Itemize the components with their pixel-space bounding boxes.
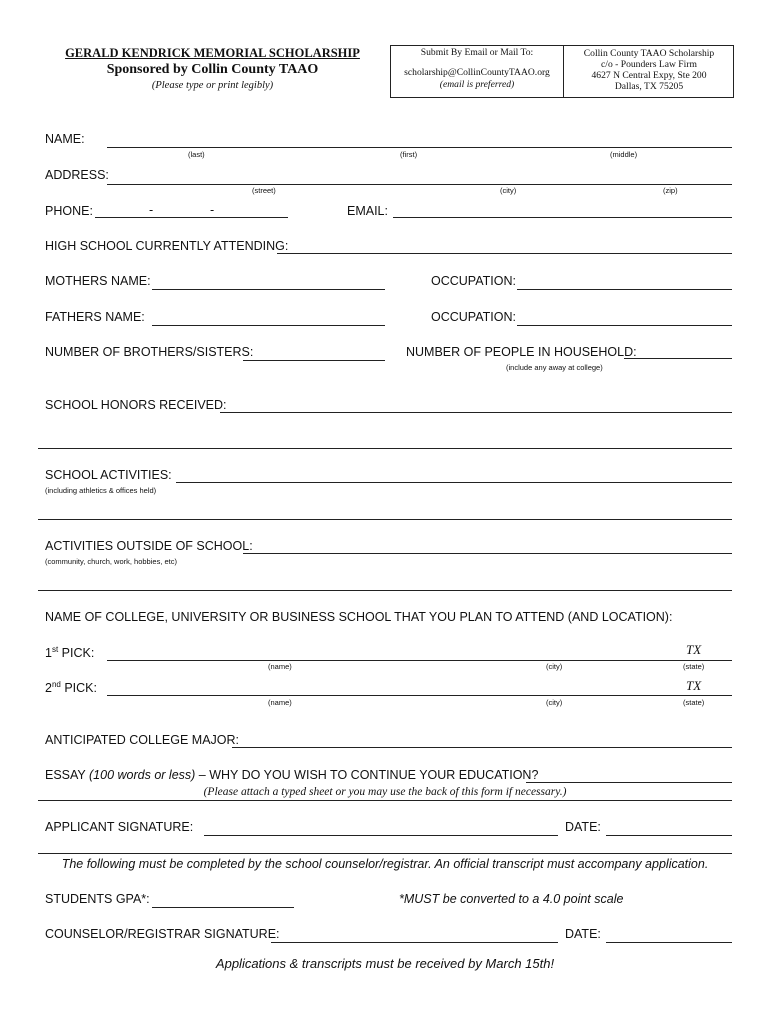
fathers-occupation-label: OCCUPATION: <box>431 310 516 324</box>
mail-line: c/o - Pounders Law Firm <box>601 59 697 70</box>
name-sub-first: (first) <box>400 150 418 159</box>
pick1-sub-name: (name) <box>268 662 292 671</box>
mothers-occupation-field[interactable] <box>517 289 732 290</box>
form-sponsor: Sponsored by Collin County TAAO <box>106 62 319 77</box>
fathers-name-label: FATHERS NAME: <box>45 310 145 324</box>
major-field[interactable] <box>232 747 732 748</box>
major-label: ANTICIPATED COLLEGE MAJOR: <box>45 733 240 747</box>
name-sub-last: (last) <box>188 150 205 159</box>
activities-note: (including athletics & offices held) <box>45 486 157 495</box>
honors-label: SCHOOL HONORS RECEIVED: <box>45 398 227 412</box>
phone-dash: - <box>149 203 154 217</box>
household-note: (include any away at college) <box>506 363 603 372</box>
pick2-sub-name: (name) <box>268 698 292 707</box>
mailing-address <box>563 46 734 97</box>
pick2-label: 2nd PICK: <box>45 680 97 696</box>
mothers-name-label: MOTHERS NAME: <box>45 274 151 288</box>
applicant-signature-label: APPLICANT SIGNATURE: <box>45 820 194 834</box>
fathers-name-field[interactable] <box>152 325 385 326</box>
counselor-date-field[interactable] <box>606 942 732 943</box>
mail-line: Collin County TAAO Scholarship <box>583 48 715 59</box>
essay-divider <box>38 800 732 801</box>
address-sub-street: (street) <box>252 186 276 195</box>
pick2-sub-city: (city) <box>546 698 563 707</box>
submit-email[interactable]: scholarship@CollinCountyTAAO.org <box>404 67 550 78</box>
gpa-label: STUDENTS GPA*: <box>45 892 150 906</box>
household-label: NUMBER OF PEOPLE IN HOUSEHOLD: <box>406 345 637 359</box>
name-field[interactable] <box>107 147 732 148</box>
honors-field[interactable] <box>220 412 732 413</box>
gpa-field[interactable] <box>152 907 294 908</box>
activities-field-line2[interactable] <box>38 519 732 520</box>
outside-activities-note: (community, church, work, hobbies, etc) <box>45 557 177 566</box>
gpa-note: *MUST be converted to a 4.0 point scale <box>399 892 624 906</box>
outside-activities-field-line2[interactable] <box>38 590 732 591</box>
household-field[interactable] <box>624 358 732 359</box>
counselor-date-label: DATE: <box>565 927 601 941</box>
honors-field-line2[interactable] <box>38 448 732 449</box>
address-label: ADDRESS: <box>45 168 109 182</box>
pick2-state-value: TX <box>686 678 702 693</box>
siblings-field[interactable] <box>243 360 385 361</box>
name-sub-middle: (middle) <box>610 150 638 159</box>
essay-note: (Please attach a typed sheet or you may use the back of this form if necessary.) <box>203 786 567 798</box>
phone-field[interactable] <box>95 217 288 218</box>
counselor-divider <box>38 853 732 854</box>
name-label: NAME: <box>45 132 85 146</box>
high-school-field[interactable] <box>277 253 732 254</box>
counselor-instruction: The following must be completed by the school counselor/registrar. An official transcript must accompany application. <box>61 857 709 871</box>
high-school-label: HIGH SCHOOL CURRENTLY ATTENDING: <box>45 239 289 253</box>
email-field[interactable] <box>393 217 732 218</box>
submit-info-box <box>390 45 734 98</box>
pick1-label: 1st PICK: <box>45 645 95 661</box>
submit-column <box>391 46 563 97</box>
submit-label: Submit By Email or Mail To: <box>420 47 534 58</box>
mothers-occupation-label: OCCUPATION: <box>431 274 516 288</box>
phone-dash: - <box>210 203 215 217</box>
counselor-signature-label: COUNSELOR/REGISTRAR SIGNATURE: <box>45 927 280 941</box>
applicant-date-label: DATE: <box>565 820 601 834</box>
activities-label: SCHOOL ACTIVITIES: <box>45 468 172 482</box>
applicant-date-field[interactable] <box>606 835 732 836</box>
outside-activities-label: ACTIVITIES OUTSIDE OF SCHOOL: <box>45 539 253 553</box>
form-note: (Please type or print legibly) <box>151 80 274 91</box>
deadline-note: Applications & transcripts must be received by March 15th! <box>215 956 555 971</box>
pick1-sub-state: (state) <box>683 662 705 671</box>
address-sub-city: (city) <box>500 186 517 195</box>
phone-label: PHONE: <box>45 204 93 218</box>
siblings-label: NUMBER OF BROTHERS/SISTERS: <box>45 345 254 359</box>
essay-field[interactable] <box>526 782 732 783</box>
pick1-state-value: TX <box>686 642 702 657</box>
pick1-field[interactable] <box>107 660 732 661</box>
mail-line: Dallas, TX 75205 <box>614 81 684 92</box>
address-field[interactable] <box>107 184 732 185</box>
fathers-occupation-field[interactable] <box>517 325 732 326</box>
activities-field[interactable] <box>176 482 732 483</box>
form-header <box>40 46 385 91</box>
essay-question: ESSAY (100 words or less) – WHY DO YOU WISH TO CONTINUE YOUR EDUCATION? <box>45 768 539 782</box>
mail-line: 4627 N Central Expy, Ste 200 <box>591 70 707 81</box>
counselor-signature-field[interactable] <box>271 942 558 943</box>
form-title: GERALD KENDRICK MEMORIAL SCHOLARSHIP <box>65 46 360 60</box>
pick2-sub-state: (state) <box>683 698 705 707</box>
outside-activities-field[interactable] <box>243 553 732 554</box>
college-heading: NAME OF COLLEGE, UNIVERSITY OR BUSINESS SCHOOL THAT YOU PLAN TO ATTEND (AND LOCATION): <box>45 610 673 624</box>
email-preferred-note: (email is preferred) <box>439 79 515 90</box>
email-label: EMAIL: <box>347 204 388 218</box>
address-sub-zip: (zip) <box>663 186 678 195</box>
pick1-sub-city: (city) <box>546 662 563 671</box>
mothers-name-field[interactable] <box>152 289 385 290</box>
pick2-field[interactable] <box>107 695 732 696</box>
applicant-signature-field[interactable] <box>204 835 558 836</box>
